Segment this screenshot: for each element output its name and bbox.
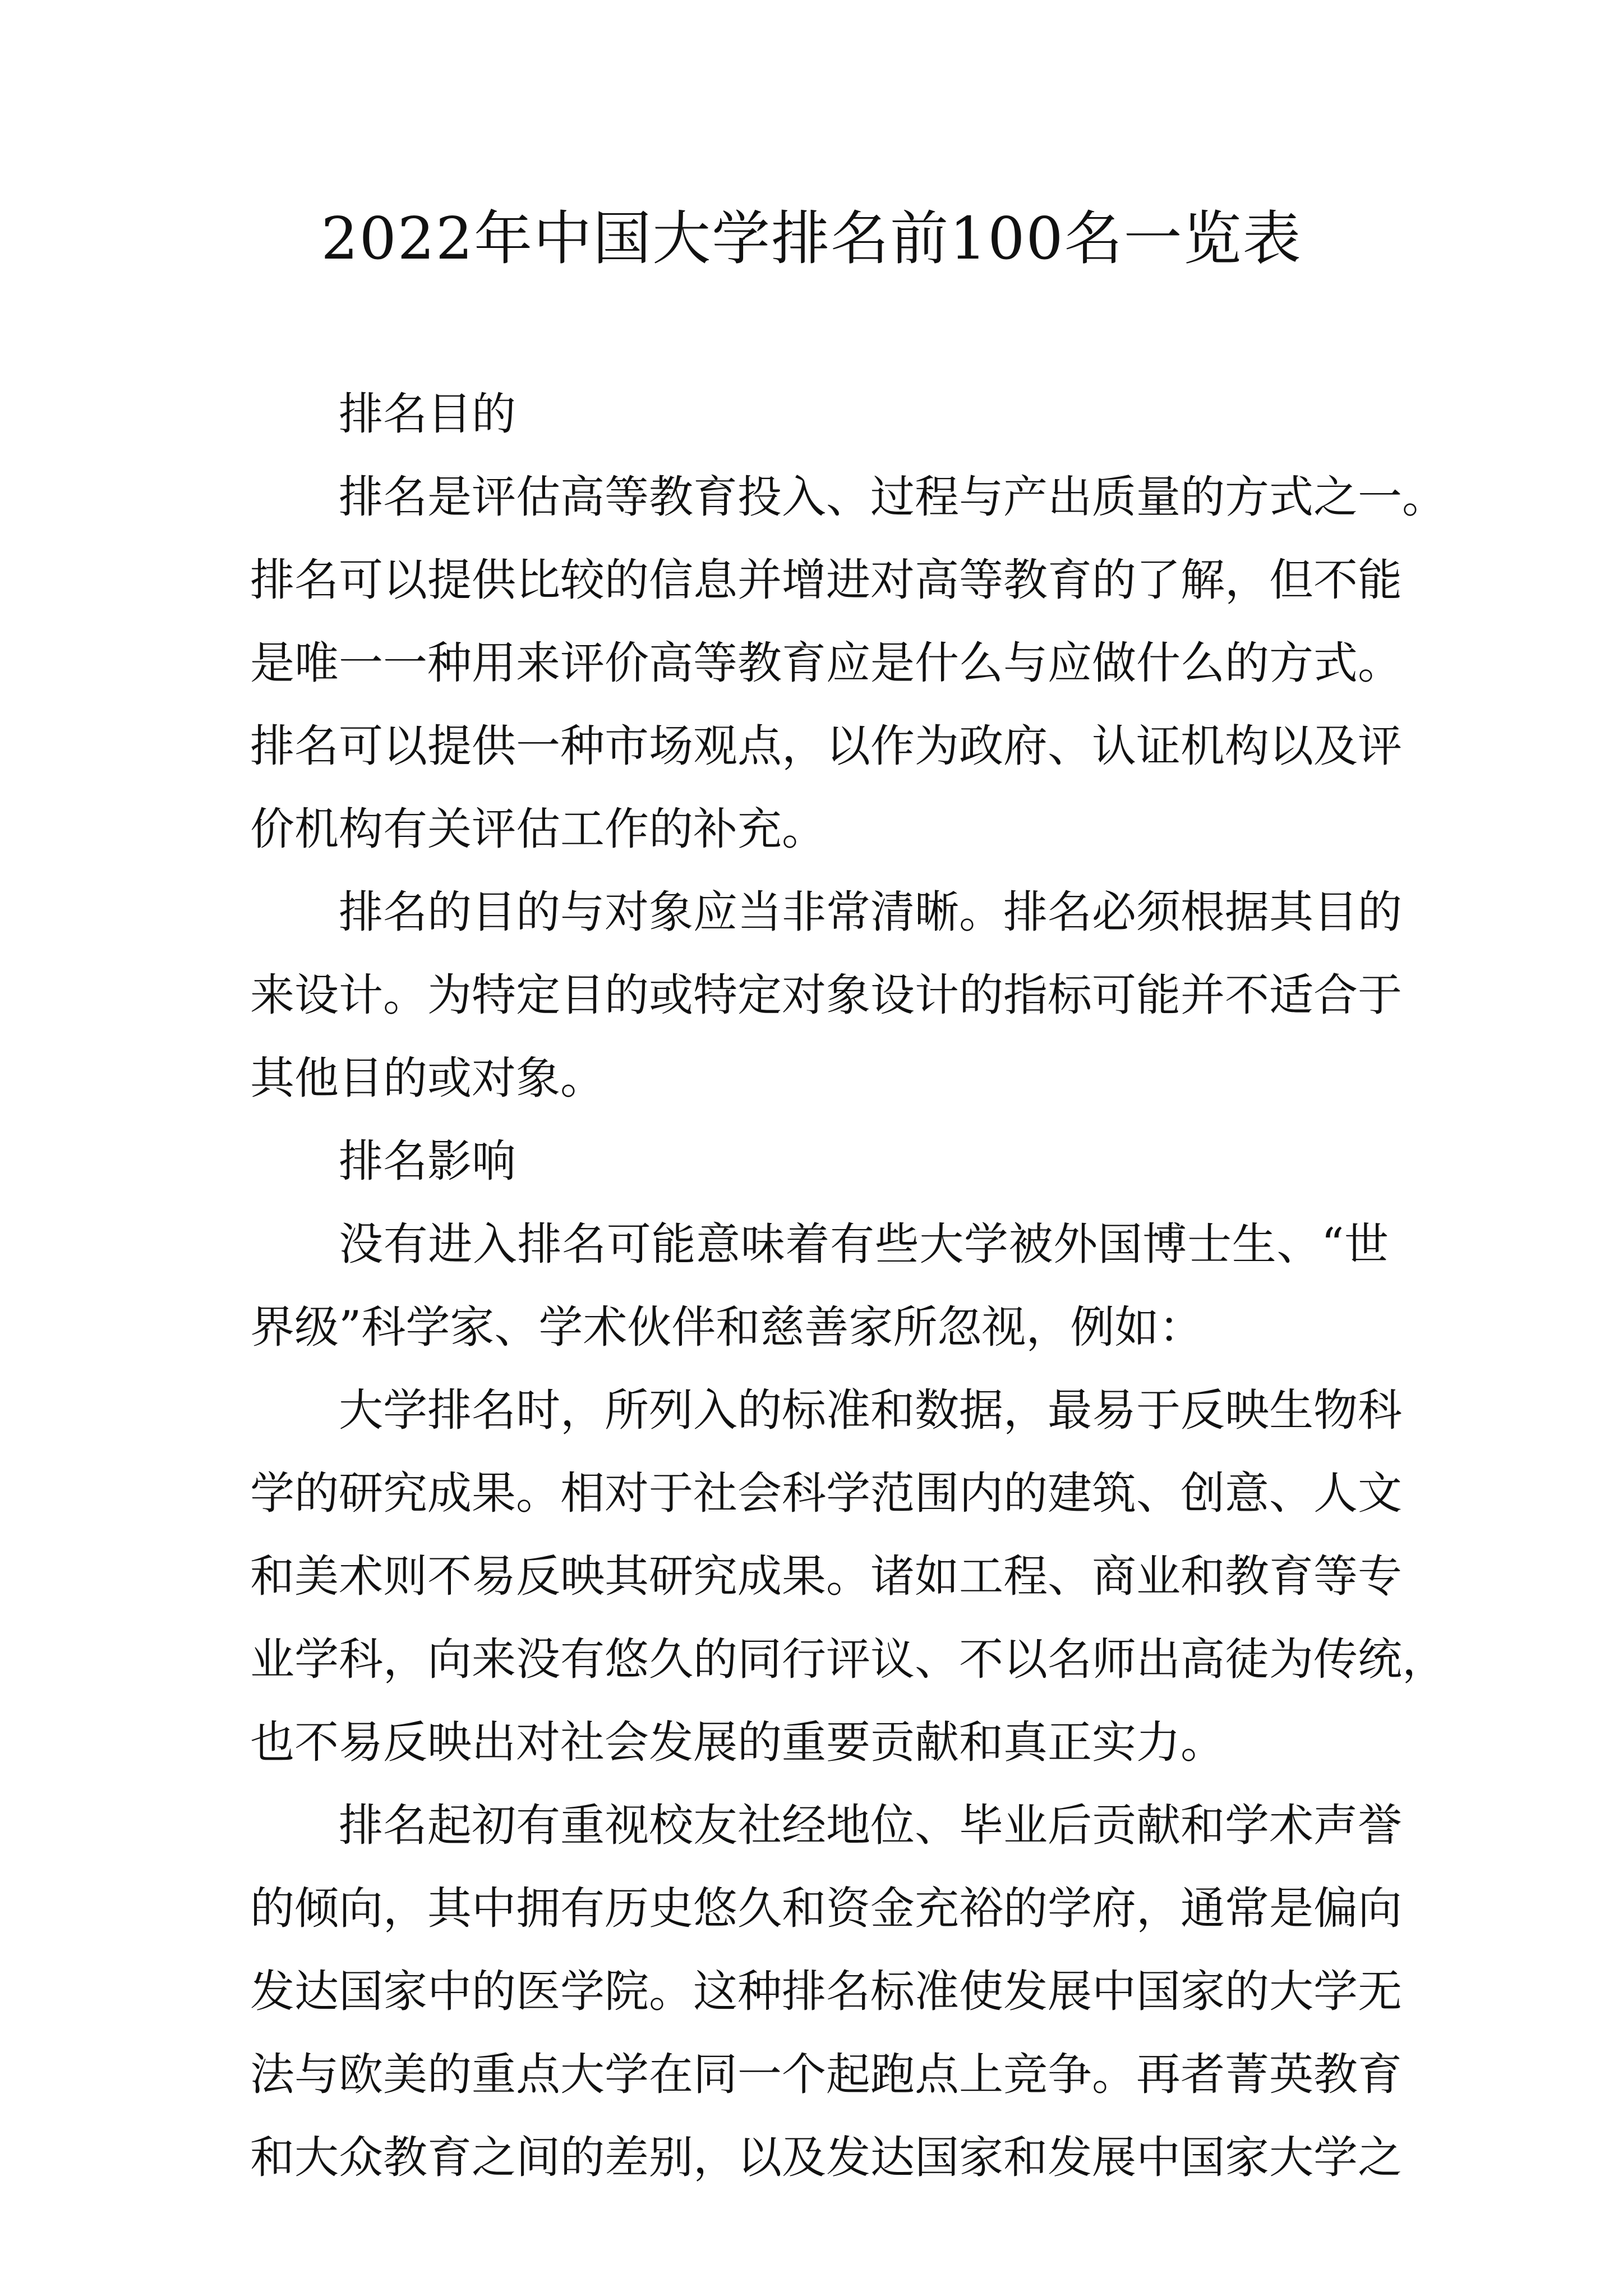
paragraph-line: 也不易反映出对社会发展的重要贡献和真正实力。 — [250, 1717, 1225, 1768]
paragraph-line: 是唯一一种用来评价高等教育应是什么与应做什么的方式。 — [250, 637, 1402, 689]
paragraph-line: 价机构有关评估工作的补充。 — [250, 803, 826, 855]
paragraph-line: 大学排名时，所列入的标准和数据，最易于反映生物科 — [339, 1384, 1402, 1436]
paragraph-line: 的倾向，其中拥有历史悠久和资金充裕的学府，通常是偏向 — [250, 1883, 1402, 1934]
document-title: 2022年中国大学排名前100名一览表 — [321, 204, 1302, 273]
paragraph-line: 排名起初有重视校友社经地位、毕业后贡献和学术声誉 — [339, 1800, 1402, 1851]
paragraph-line: 排名可以提供一种市场观点，以作为政府、认证机构以及评 — [250, 720, 1402, 772]
paragraph-line: 学的研究成果。相对于社会科学范围内的建筑、创意、人文 — [250, 1467, 1402, 1519]
section-heading-purpose: 排名目的 — [339, 388, 516, 440]
paragraph-line: 排名的目的与对象应当非常清晰。排名必须根据其目的 — [339, 886, 1402, 938]
paragraph-line: 来设计。为特定目的或特定对象设计的指标可能并不适合于 — [250, 969, 1402, 1021]
section-heading-impact: 排名影响 — [339, 1135, 516, 1187]
paragraph-line: 和大众教育之间的差别，以及发达国家和发展中国家大学之 — [250, 2132, 1402, 2183]
paragraph-line: 其他目的或对象。 — [250, 1052, 605, 1104]
paragraph-line: 排名是评估高等教育投入、过程与产出质量的方式之一。 — [339, 471, 1446, 523]
paragraph-line: 排名可以提供比较的信息并增进对高等教育的了解，但不能 — [250, 554, 1402, 606]
paragraph-line: 和美术则不易反映其研究成果。诸如工程、商业和教育等专 — [250, 1550, 1402, 1602]
paragraph-line: 界级”科学家、学术伙伴和慈善家所忽视，例如： — [250, 1301, 1204, 1353]
paragraph-line: 业学科，向来没有悠久的同行评议、不以名师出高徒为传统， — [250, 1634, 1446, 1685]
paragraph-line: 没有进入排名可能意味着有些大学被外国博士生、“世 — [339, 1218, 1389, 1270]
paragraph-line: 发达国家中的医学院。这种排名标准使发展中国家的大学无 — [250, 1966, 1402, 2017]
paragraph-line: 法与欧美的重点大学在同一个起跑点上竞争。再者菁英教育 — [250, 2049, 1402, 2100]
document-body — [250, 372, 1446, 2199]
